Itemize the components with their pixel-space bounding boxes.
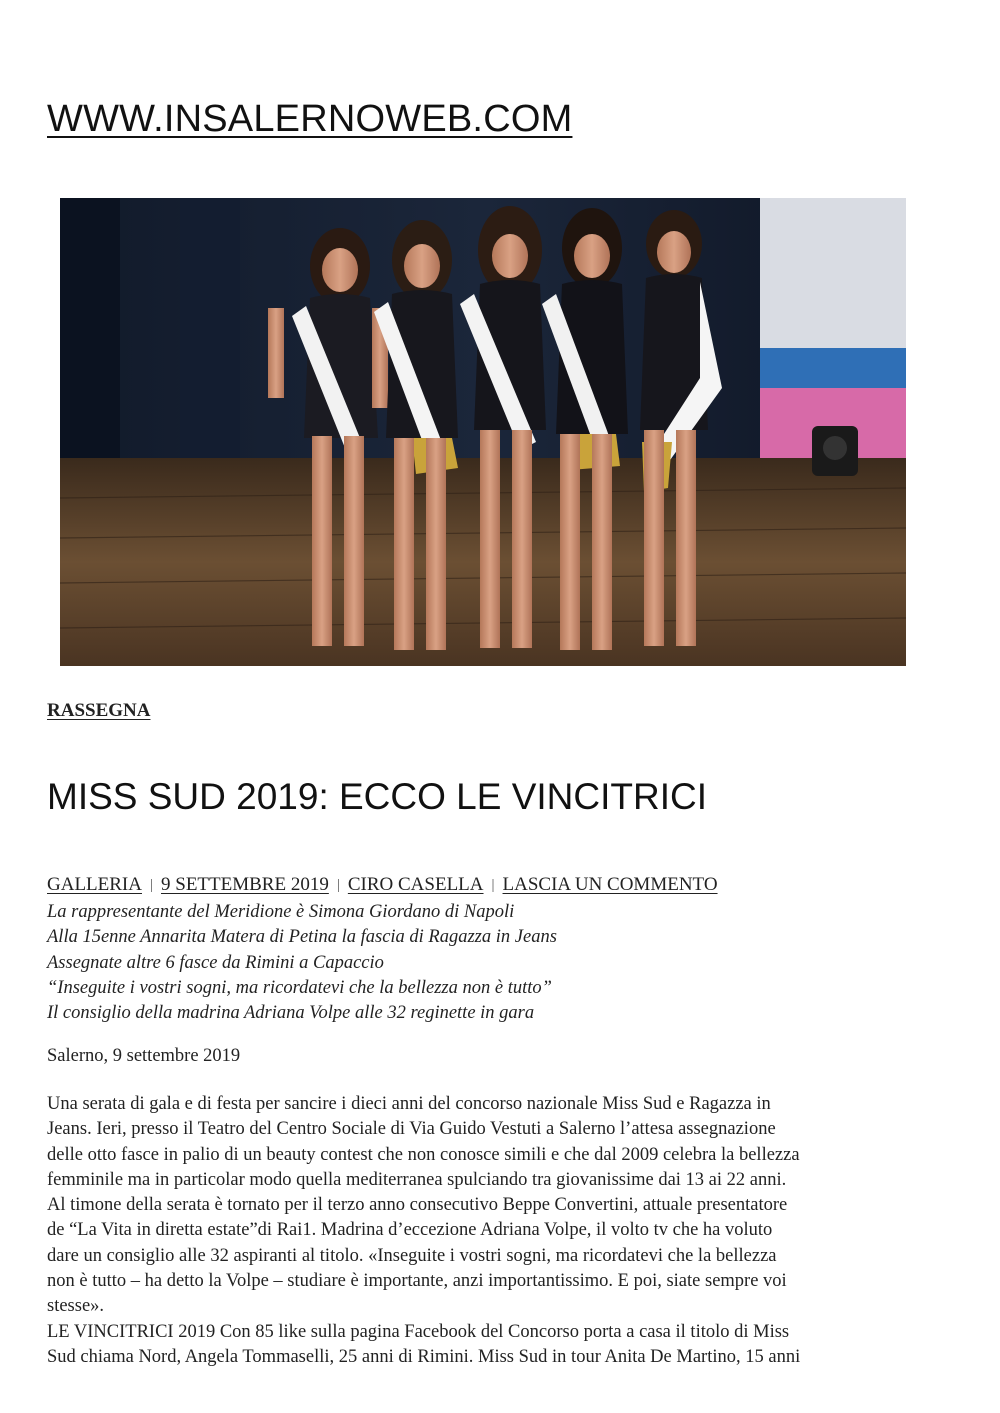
hero-photo-illustration	[60, 198, 906, 666]
body-line: non è tutto – ha detto la Volpe – studiare è importante, anzi importantissimo. E poi, siate sempre voi	[47, 1271, 787, 1292]
subtitle-line: La rappresentante del Meridione è Simona Giordano di Napoli	[47, 902, 515, 922]
article-meta	[47, 874, 718, 896]
article-dateline: Salerno, 9 settembre 2019	[47, 1046, 241, 1066]
meta-separator: |	[491, 877, 495, 893]
body-line: Sud chiama Nord, Angela Tommaselli, 25 anni di Rimini. Miss Sud in tour Anita De Martino, 15 anni	[47, 1346, 801, 1367]
subtitle-line: Alla 15enne Annarita Matera di Petina la fascia di Ragazza in Jeans	[47, 927, 557, 948]
article-headline: MISS SUD 2019: ECCO LE VINCITRICI	[47, 776, 708, 817]
meta-separator: |	[336, 877, 340, 893]
site-title[interactable]: WWW.INSALERNOWEB.COM	[47, 98, 573, 140]
category-link[interactable]: RASSEGNA	[47, 700, 151, 721]
body-line: Una serata di gala e di festa per sancire i dieci anni del concorso nazionale Miss Sud e Ragazza in	[47, 1094, 771, 1114]
body-line: Al timone della serata è tornato per il terzo anno consecutivo Beppe Convertini, attuale presentatore	[47, 1195, 788, 1216]
body-line: delle otto fasce in palio di un beauty contest che non conosce simili e che dal 2009 celebra la bellezza	[47, 1144, 800, 1165]
body-line: stesse».	[47, 1296, 105, 1317]
body-line: LE VINCITRICI 2019 Con 85 like sulla pagina Facebook del Concorso porta a casa il titolo di Miss	[47, 1321, 790, 1342]
body-line: Jeans. Ieri, presso il Teatro del Centro Sociale di Via Guido Vestuti a Salerno l’attesa assegnazione	[47, 1119, 776, 1140]
body-line: femminile ma in particolar modo quella mediterranea spulciando tra giovanissime dai 13 ai 22 anni.	[47, 1169, 787, 1190]
subtitle-line: Il consiglio della madrina Adriana Volpe alle 32 reginette in gara	[47, 1003, 535, 1024]
body-line: de “La Vita in diretta estate”di Rai1. Madrina d’eccezione Adriana Volpe, il volto tv che ha voluto	[47, 1220, 773, 1241]
subtitle-line: “Inseguite i vostri sogni, ma ricordatevi che la bellezza non è tutto”	[47, 977, 552, 998]
hero-photo	[60, 198, 906, 666]
subtitle-line: Assegnate altre 6 fasce da Rimini a Capaccio	[47, 952, 384, 973]
meta-section-link[interactable]: GALLERIA	[47, 874, 142, 895]
article-body	[47, 1092, 952, 1370]
leave-comment-link[interactable]: LASCIA UN COMMENTO	[502, 874, 718, 895]
article-subtitles	[47, 900, 947, 1026]
meta-date-link[interactable]: 9 SETTEMBRE 2019	[161, 874, 329, 895]
body-line: dare un consiglio alle 32 aspiranti al titolo. «Inseguite i vostri sogni, ma ricordatevi che la bellezza	[47, 1245, 777, 1266]
meta-author-link[interactable]: CIRO CASELLA	[347, 874, 484, 895]
meta-separator: |	[149, 877, 153, 893]
